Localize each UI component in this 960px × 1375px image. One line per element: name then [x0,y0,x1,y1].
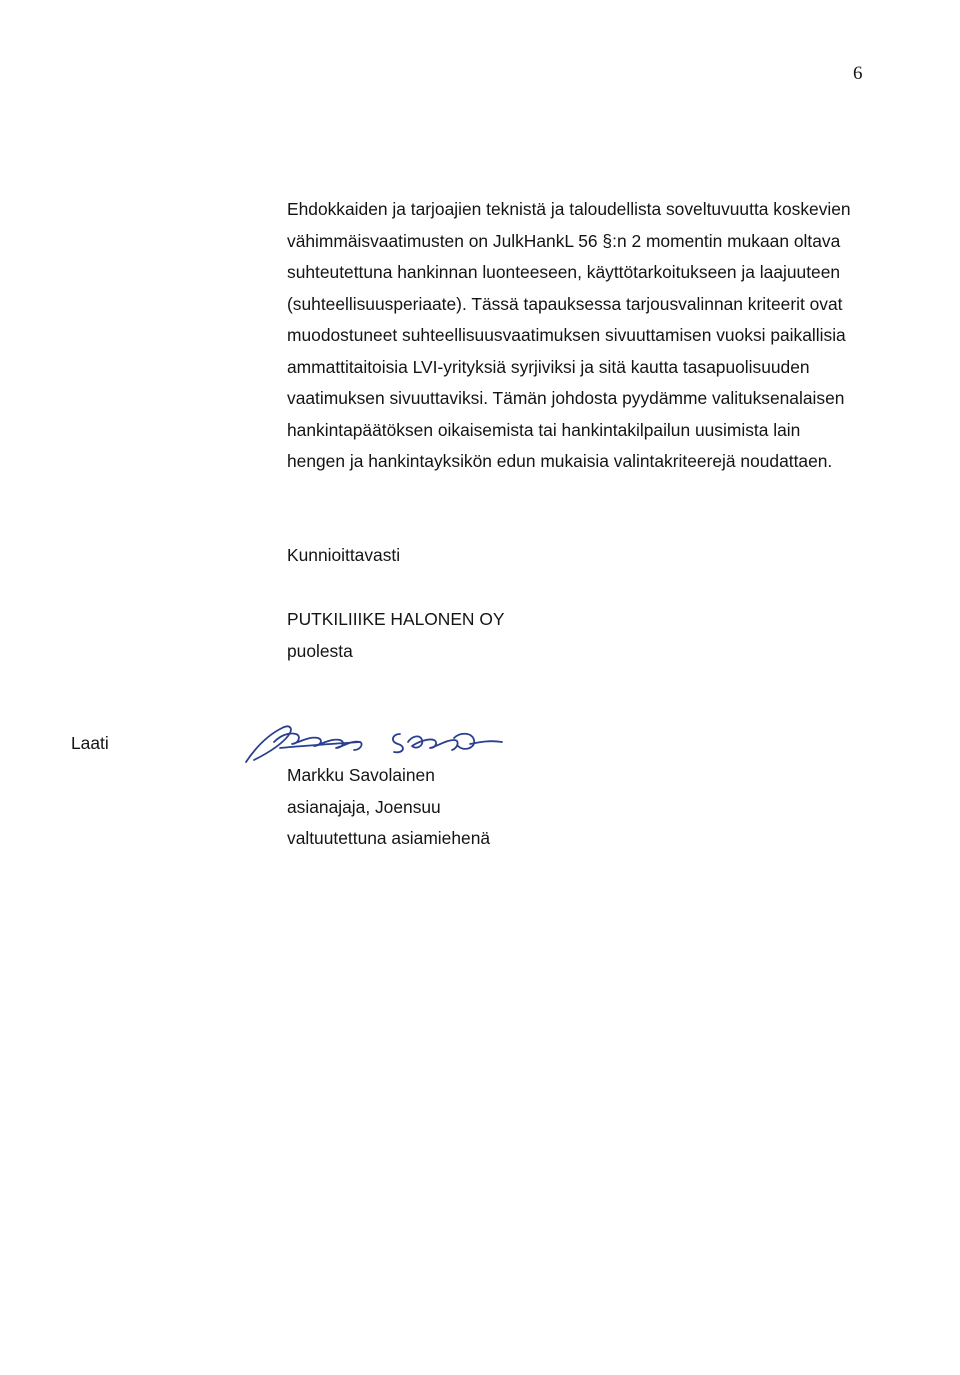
prepared-by-label: Laati [71,733,109,753]
body-paragraph [287,194,877,478]
signer-role: valtuutettuna asiamiehenä [287,828,491,848]
body-line: hengen ja hankintayksikön edun mukaisia valintakriteerejä noudattaen. [287,451,833,471]
body-line: vaatimuksen sivuuttaviksi. Tämän johdosta pyydämme valituksenalaisen [287,388,845,408]
signer-block [287,760,490,855]
company-behalf: puolesta [287,640,353,661]
page-number: 6 [853,63,863,84]
company-name: PUTKILIIIKE HALONEN OY [287,609,505,629]
body-line: (suhteellisuusperiaate). Tässä tapauksessa tarjousvalinnan kriteerit ovat [287,293,843,314]
signer-name: Markku Savolainen [287,765,435,785]
company-block [287,604,504,667]
body-line: hankintapäätöksen oikaisemista tai hankintakilpailun uusimista lain [287,419,801,440]
body-line: suhteutettuna hankinnan luonteeseen, käyttötarkoitukseen ja laajuuteen [287,262,841,282]
signer-title: asianajaja, Joensuu [287,796,441,817]
body-line: Ehdokkaiden ja tarjoajien teknistä ja taloudellista soveltuvuutta koskevien [287,199,851,219]
closing-salutation: Kunnioittavasti [287,545,401,565]
body-line: vähimmäisvaatimusten on JulkHankL 56 §:n 2 momentin mukaan oltava [287,230,841,251]
body-line: muodostuneet suhteellisuusvaatimuksen sivuuttamisen vuoksi paikallisia [287,325,846,345]
body-line: ammattitaitoisia LVI-yrityksiä syrjiviksi ja sitä kautta tasapuolisuuden [287,356,810,377]
